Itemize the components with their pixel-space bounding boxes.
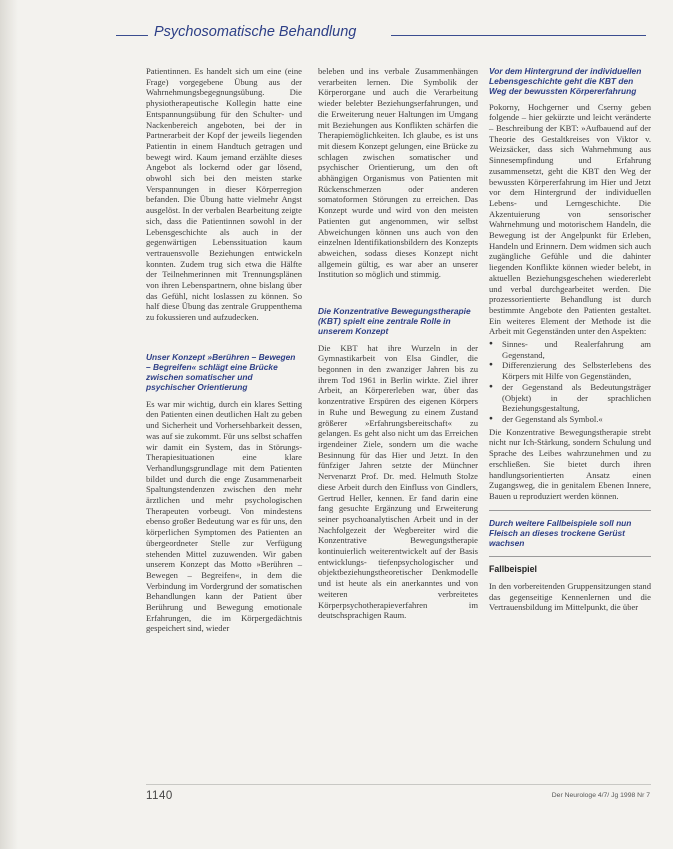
page-number: 1140 — [146, 790, 173, 802]
text-column-2 — [318, 66, 478, 621]
paragraph: Die Konzentrative Bewegungstherapie strebt nicht nur Ich-Stärkung, sondern Schulung und Sprache des Leibes wahrzunehmen und zu erschließen. Sie bietet durch ihren handlungsorientierten Ansatz einen Zugangsweg, die in genitalem Ebenen Innere, Bauen u reproduziert werden können. — [489, 426, 651, 501]
text-column-1 — [146, 66, 302, 634]
bullet-list — [489, 339, 651, 425]
paragraph: Die KBT hat ihre Wurzeln in der Gymnastikarbeit von Elsa Gindler, die begonnen in den zwanziger Jahren bis zu ihrem Tod 1961 in Berlin wirkte. Ziel ihrer Arbeit, an Körpererleben war, über das konzentrative Erspüren des eigenen Körpers in Ruhe und Bewegung zu einem Zustand größerer »Erfahrungsbereitschaft« zu gelangen. Es geht also nicht um das Erreichen irgendeiner Ziele, sondern um die wache Besinnung für das Hier und Jetzt. In den fünfziger Jahren setzte der Münchner Nervenarzt Prof. Dr. med. Helmuth Stolze diese Arbeit durch den Einfluss von Gindlers, Gertrud Heller, kennen. Er fand darin eine fang gesuchte Ergänzung und Erweiterung seiner psychoanalytischen Arbeit und in der Nachfolgezeit der Wegbereiter wird die Konzentrative Bewegungstherapie kontinuierlich weiterentwickelt auf der Basis entwicklungs- tiefenpsychologischer und objektbeziehungstheoretischer Denkmodelle und ist heute als ein anerkanntes und von weiteren verbreitetes Körperpsychotherapieverfahren im deutschsprachigen Raum. — [318, 342, 478, 621]
page-edge-shadow — [0, 0, 18, 849]
running-header — [116, 26, 646, 42]
paragraph: Es war mir wichtig, durch ein klares Setting den Patienten einen deutlichen Halt zu geben und Sicherheit und Vorhersehbarkeit dessen, was auf sie zukommt. Für uns selbst schaffen wir damit ein System, das in Störungs- Therapiesituationen eine klare Verhandlungsgrundlage mit dem Patienten bildet und durch die enge Zusammenarbeit Spaltungstendenzen zwischen den mehr ärztlichen und mehr psychologischen Therapeuten vorbeugt. Von mindestens ebenso großer Bedeutung war es für uns, den körperlichen Symptomen des Patienten an übergeordneter Stelle zur Verfügung stehenden Mittel zuzuwenden. Wir gaben unserem Konzept das Motto »Berühren – Bewegen – Begreifen«, in dem die Verbindung im Vordergrund der somatischen Behandlungen kann der Patient über Berührung und Bewegung emotionale Erfahrungen, die im Körpergedächtnis gespeichert sind, wieder — [146, 398, 302, 634]
paragraph: Pokorny, Hochgerner und Cserny geben folgende – hier gekürzte und leicht veränderte – Beschreibung der KBT: »Aufbauend auf der Theorie des Gestaltkreises von Viktor v. Weizsäcker, dass sich Wahrnehmung aus Sinnesempfindung und Erfahrung zusammensetzt, geht die KBT den Weg der bewussten Körpererfahrung im Hier und Jetzt vor dem Hintergrund der individuellen Lebens- und Lerngeschichte. Die Akzentuierung von sensorischer Wahrnehmung und motorischem Handeln, die Bewegung ist der Angelpunkt für Erleben, Handeln und Erinnern. Dem widmen sich auch zugängliche Gefühle und die dahinter liegenden Konflikte können wieder belebt, in aktuellen Beziehungsgeschehen wiedererlebt und verbal durchgearbeitet werden. Die prozessorientierte Behandlung ist durch bestimmte Angebote den Patienten gestaltet. Ein weiteres Element der Methode ist die Arbeit mit Gegenständen unter den Aspekten: — [489, 101, 651, 337]
header-rule-right — [391, 35, 646, 36]
list-item: ● der Gegenstand als Symbol.« — [489, 414, 651, 425]
subheading: Vor dem Hintergrund der individuellen Lebensgeschichte geht die KBT den Weg der bewussten Körpererfahrung — [489, 66, 642, 97]
subheading: Durch weitere Fallbeispiele soll nun Fleisch an dieses trockene Gerüst wachsen — [489, 517, 632, 549]
paragraph: beleben und ins verbale Zusammenhängen verarbeiten lernen. Die Symbolik der Körperorgane und auch die Verarbeitung wieder belebter Beziehungserfahrungen, und die Erweiterung neuer Haltungen im Umgang mit Beziehungen aus Konflikten schärfen die Therapiemöglichkeiten. Ich glaube, es ist uns mit diesem Konzept gelungen, eine Brücke zu schlagen zwischen somatischer und psychischer Orientierung, um den oft abhängigen Organismus von Patienten mit Rückenschmerzen oder anderen somatoformen Störungen zu erreichen. Das Konzept wurde und wird von den meisten Patienten gut angenommen, wir selbst Abweichungen können uns auch von den einzelnen Identifikationsbildern des Konzepts abweichen, sodass dieses Konzept nicht allgemein gültig, es war aber an unserer Institution so möglich und stimmig. — [318, 66, 478, 280]
paragraph: Patientinnen. Es handelt sich um eine (eine Frage) vorgegebene Übung aus der Wahrnehmungsbegegnungsübung. Die physiotherapeutische Kollegin hatte eine Entspannungsübung für den Schulter- und Nackenbereich angeboten, bei der in Partnerarbeit der Kopf der jeweils liegenden Patientin in einem Handtuch getragen und bewegt wird. Kaum jemand erzählte dieses Angebot als lockernd oder gar lösend, obwohl sich bei den meisten starke Verspannungen in dieser Körperregion befanden. Die Übung hatte vielmehr Angst ausgelöst. In der verbalen Bearbeitung zeigte sich, dass die Patientinnen sowohl in der Lebensgeschichte als auch in der gegenwärtigen Lebenssituation kaum vertrauensvolle Beziehungen entwickeln konnten. Zudem trug sich etwa die Hälfte der Teilnehmerinnen mit Trennungsplänen von ihren Lebenspartnern, ohne bislang über das Gefühl, nicht loslassen zu können. So half diese Übung das zentrale Gruppenthema zu fokussieren und aufzudecken. — [146, 66, 302, 323]
list-item: ● Sinnes- und Realerfahrung am Gegenstand, — [489, 339, 651, 360]
list-item: ● der Gegenstand als Bedeutungsträger (Objekt) in der sprachlichen Beziehungsgestaltung, — [489, 382, 651, 414]
journal-citation: Der Neurologe 4/7/ Jg 1998 Nr 7 — [551, 792, 650, 799]
divider — [489, 510, 651, 511]
text-column-3 — [489, 66, 651, 613]
divider — [489, 556, 651, 557]
header-rule-left — [116, 35, 148, 36]
subheading: Unser Konzept »Berühren – Bewegen – Begreifen« schlägt eine Brücke zwischen somatischer und psychischer Orientierung — [146, 351, 296, 393]
header-title: Psychosomatische Behandlung — [154, 24, 357, 40]
paragraph: In den vorbereitenden Gruppensitzungen stand das gegenseitige Kennenlernen und die Vertrauensbildung im Mittelpunkt, die über — [489, 580, 651, 613]
list-item: ● Differenzierung des Selbsterlebens des Körpers mit Hilfe von Gegenständen, — [489, 360, 651, 381]
case-heading: Fallbeispiel — [489, 564, 537, 575]
subheading: Die Konzentrative Bewegungstherapie (KBT) spielt eine zentrale Rolle in unserem Konzept — [318, 306, 471, 337]
footer-rule — [146, 784, 651, 785]
